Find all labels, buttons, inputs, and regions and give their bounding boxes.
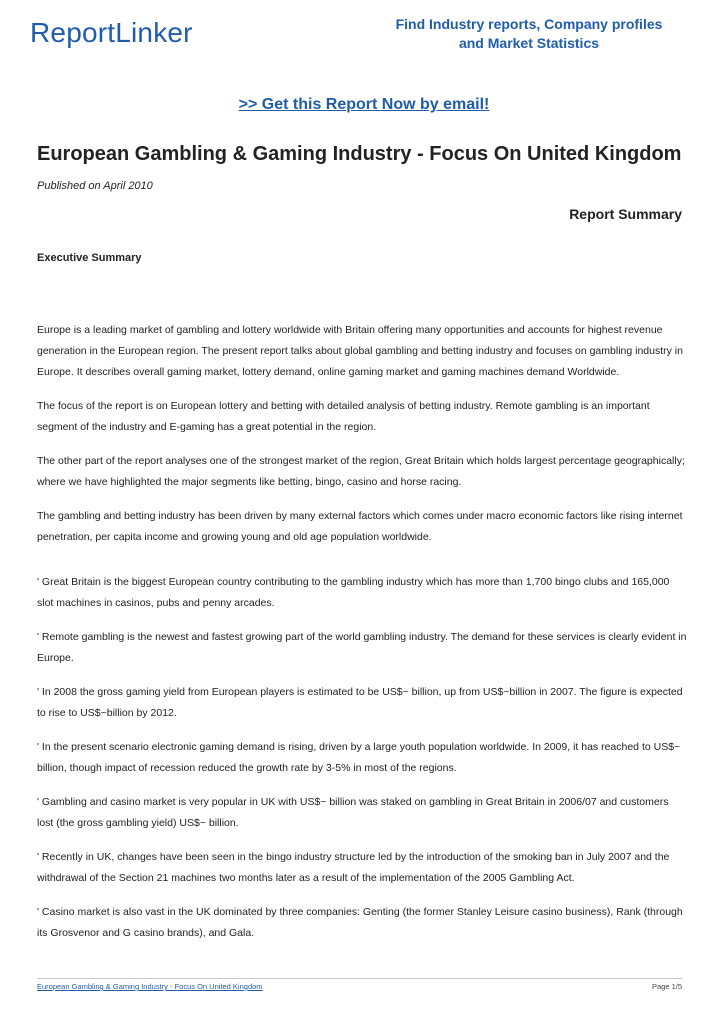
body-paragraph: The focus of the report is on European lottery and betting with detailed analysis of betting industry. Remote gambling is an important segment of the industry and E-gaming has a great potential in the region. bbox=[37, 400, 650, 433]
highlight-item: ' Gambling and casino market is very popular in UK with US$~ billion was staked on gambling in Great Britain in 2006/07 and customers lost (the gross gambling yield) US$~ billion. bbox=[37, 796, 669, 829]
report-body bbox=[37, 320, 687, 957]
highlight-item: ' In 2008 the gross gaming yield from European players is estimated to be US$~ billion, up from US$~billion in 2007. The figure is expected to rise to US$~billion by 2012. bbox=[37, 686, 683, 719]
report-title: European Gambling & Gaming Industry - Focus On United Kingdom bbox=[37, 143, 682, 165]
footer-report-link[interactable]: European Gambling & Gaming Industry - Focus On United Kingdom bbox=[37, 982, 263, 991]
footer-divider bbox=[37, 978, 682, 979]
page-number: Page 1/5 bbox=[651, 982, 682, 991]
reportlinker-logo: ReportLinker bbox=[30, 17, 193, 48]
highlight-item: ' Remote gambling is the newest and fastest growing part of the world gambling industry. The demand for these services is clearly evident in Europe. bbox=[37, 631, 687, 664]
body-paragraph: The other part of the report analyses one of the strongest market of the region, Great Britain which holds largest percentage geographically; where we have highlighted the major segments like betting, bingo, casino and horse racing. bbox=[37, 455, 685, 488]
section-spacer bbox=[37, 561, 687, 572]
body-paragraph: Europe is a leading market of gambling and lottery worldwide with Britain offering many opportunities and accounts for highest revenue generation in the European region. The present report talks about global gambling and betting industry and focuses on gambling industry in Europe. It describes overall gaming market, lottery demand, online gaming market and gaming machines demand Worldwide. bbox=[37, 324, 683, 378]
tagline-line-1: Find Industry reports, Company profiles bbox=[395, 16, 663, 32]
tagline-line-2: and Market Statistics bbox=[458, 35, 600, 51]
highlight-item: ' Recently in UK, changes have been seen in the bingo industry structure led by the introduction of the smoking ban in July 2007 and the withdrawal of the Section 21 machines two months later as a result of the implementation of the 2005 Gambling Act. bbox=[37, 851, 670, 884]
published-date: Published on April 2010 bbox=[37, 180, 153, 192]
highlight-item: ' Great Britain is the biggest European country contributing to the gambling industry which has more than 1,700 bingo clubs and 165,000 slot machines in casinos, pubs and penny arcades. bbox=[37, 576, 670, 609]
body-paragraph: The gambling and betting industry has been driven by many external factors which comes under macro economic factors like rising internet penetration, per capita income and growing young and old age population worldwide. bbox=[37, 510, 683, 543]
highlight-item: ' Casino market is also vast in the UK dominated by three companies: Genting (the former Stanley Leisure casino business), Rank (through its Grosvenor and G casino brands), and Gala. bbox=[37, 906, 683, 939]
report-summary-heading: Report Summary bbox=[569, 206, 682, 222]
header-tagline bbox=[382, 15, 676, 53]
highlight-item: ' In the present scenario electronic gaming demand is rising, driven by a large youth population worldwide. In 2009, it has reached to US$~ billion, though impact of recession reduced the growth rate by 3-5% in most of the regions. bbox=[37, 741, 681, 774]
get-report-link[interactable]: >> Get this Report Now by email! bbox=[238, 96, 490, 113]
executive-summary-heading: Executive Summary bbox=[37, 252, 142, 264]
